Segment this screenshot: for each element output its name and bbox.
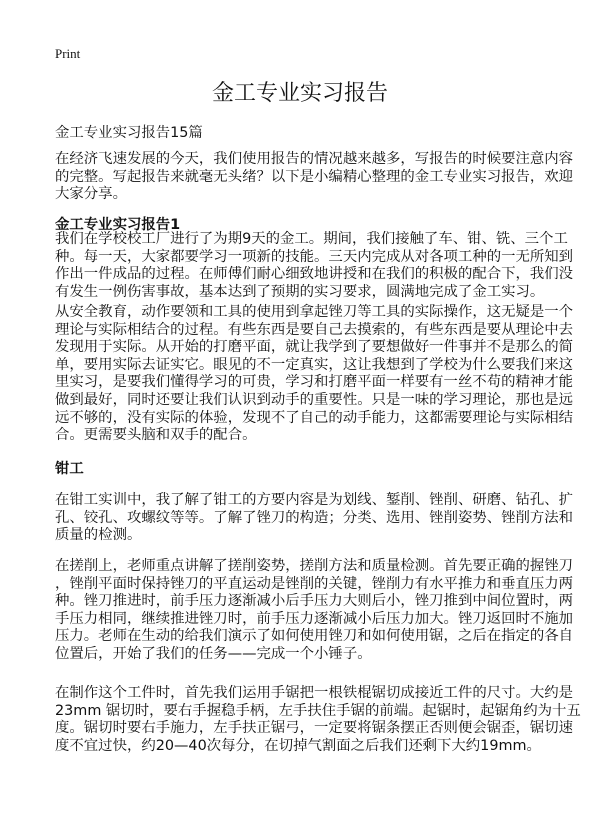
paragraph [55,304,574,445]
page-title: 金工专业实习报告 [211,81,388,106]
text-line: 种。锉刀推进时，前手压力逐渐减小后手压力大则后小，锉刀推到中间位置时，两 [55,593,574,610]
text-line: 在搓削上，老师重点讲解了搓削姿势，搓削方法和质量检测。首先要正确的握锉刀 [55,558,574,574]
text-line: 在经济飞速发展的今天，我们使用报告的情况越来越多，写报告的时候要注意内容 [55,151,574,167]
text-line: 发现用于实际。从开始的打磨平面，就让我学到了要想做好一件事并不是那么的简 [55,339,574,356]
text-line: 质量的检测。 [55,527,142,544]
text-line: 远不够的，没有实际的体验，发现不了自己的动手能力，这都需要理论与实际相结 [55,409,574,426]
text-line: 里实习，是要我们懂得学习的可贵，学习和打磨平面一样要有一丝不苟的精神才能 [55,374,574,391]
text-line: 种。每一天，大家都要学习一项新的技能。三天内完成从对各项工种的一无所知到 [55,248,574,265]
text-line: 的完整。写起报告来就毫无头绪？以下是小编精心整理的金工专业实习报告，欢迎 [55,168,574,185]
text-line: 单，要用实际去证实它。眼见的不一定真实，这让我想到了学校为什么要我们来这 [55,356,574,373]
text-line: 我们在学校校工厂进行了为期9天的金工。期间，我们接触了车、钳、铣、三个工 [55,231,568,247]
text-line: 位置后，开始了我们的任务——完成一个小锤子。 [55,645,372,662]
subtitle: 金工专业实习报告15篇 [55,125,203,141]
intro-paragraph [55,151,574,204]
text-line: 作出一件成品的过程。在师傅们耐心细致地讲授和在我们的积极的配合下，我们没 [55,266,574,283]
text-line: 压力。老师在生动的给我们演示了如何使用锉刀和如何使用锯，之后在指定的各自 [55,628,574,645]
text-line: 孔、铰孔、攻螺纹等等。了解了锉刀的构造；分类、选用、锉削姿势、锉削方法和 [55,509,574,526]
text-line: 合。更需要头脑和双手的配合。 [55,427,257,444]
text-line: 做到最好，同时还要让我们认识到动手的重要性。只是一味的学习理论，那也是远 [55,391,574,408]
section-heading-1: 金工专业实习报告1 [55,217,181,233]
text-line: ，锉削平面时保持锉刀的平直运动是锉削的关键，锉削力有水平推力和垂直压力两 [55,575,574,592]
text-line: 大家分享。 [55,186,127,203]
paragraph [55,558,574,664]
text-line: 手压力相同，继续推进锉刀时，前手压力逐渐减小后压力加大。锉刀返回时不施加 [55,610,574,627]
text-line: 度不宜过快，约20—40次每分，在切掉气割面之后我们还剩下大约19mm。 [55,737,541,754]
text-line: 在制作这个工件时，首先我们运用手锯把一根铁棍锯切成接近工件的尺寸。大约是 [55,685,574,701]
paragraph [55,492,574,545]
text-line: 在钳工实训中，我了解了钳工的方要内容是为划线、錾削、锉削、研磨、钻孔、扩 [55,492,574,508]
text-line: 度。锯切时要右手施力，左手扶正锯弓，一定要将锯条摆正否则便会锯歪，锯切速 [55,720,574,737]
text-line: 从安全教育，动作要领和工具的使用到拿起锉刀等工具的实际操作，这无疑是一个 [55,304,574,320]
paragraph [55,685,581,755]
paragraph [55,231,574,301]
text-line: 有发生一例伤害事故，基本达到了预期的实习要求，圆满地完成了金工实习。 [55,283,545,300]
text-line: 23mm 锯切时，要右手握稳手柄，左手扶住手锯的前端。起锯时，起锯角约为十五 [55,702,581,719]
print-link[interactable]: Print [55,46,81,61]
section-heading-2: 钳工 [55,461,84,477]
text-line: 理论与实际相结合的过程。有些东西是要自己去摸索的，有些东西是要从理论中去 [55,321,574,338]
